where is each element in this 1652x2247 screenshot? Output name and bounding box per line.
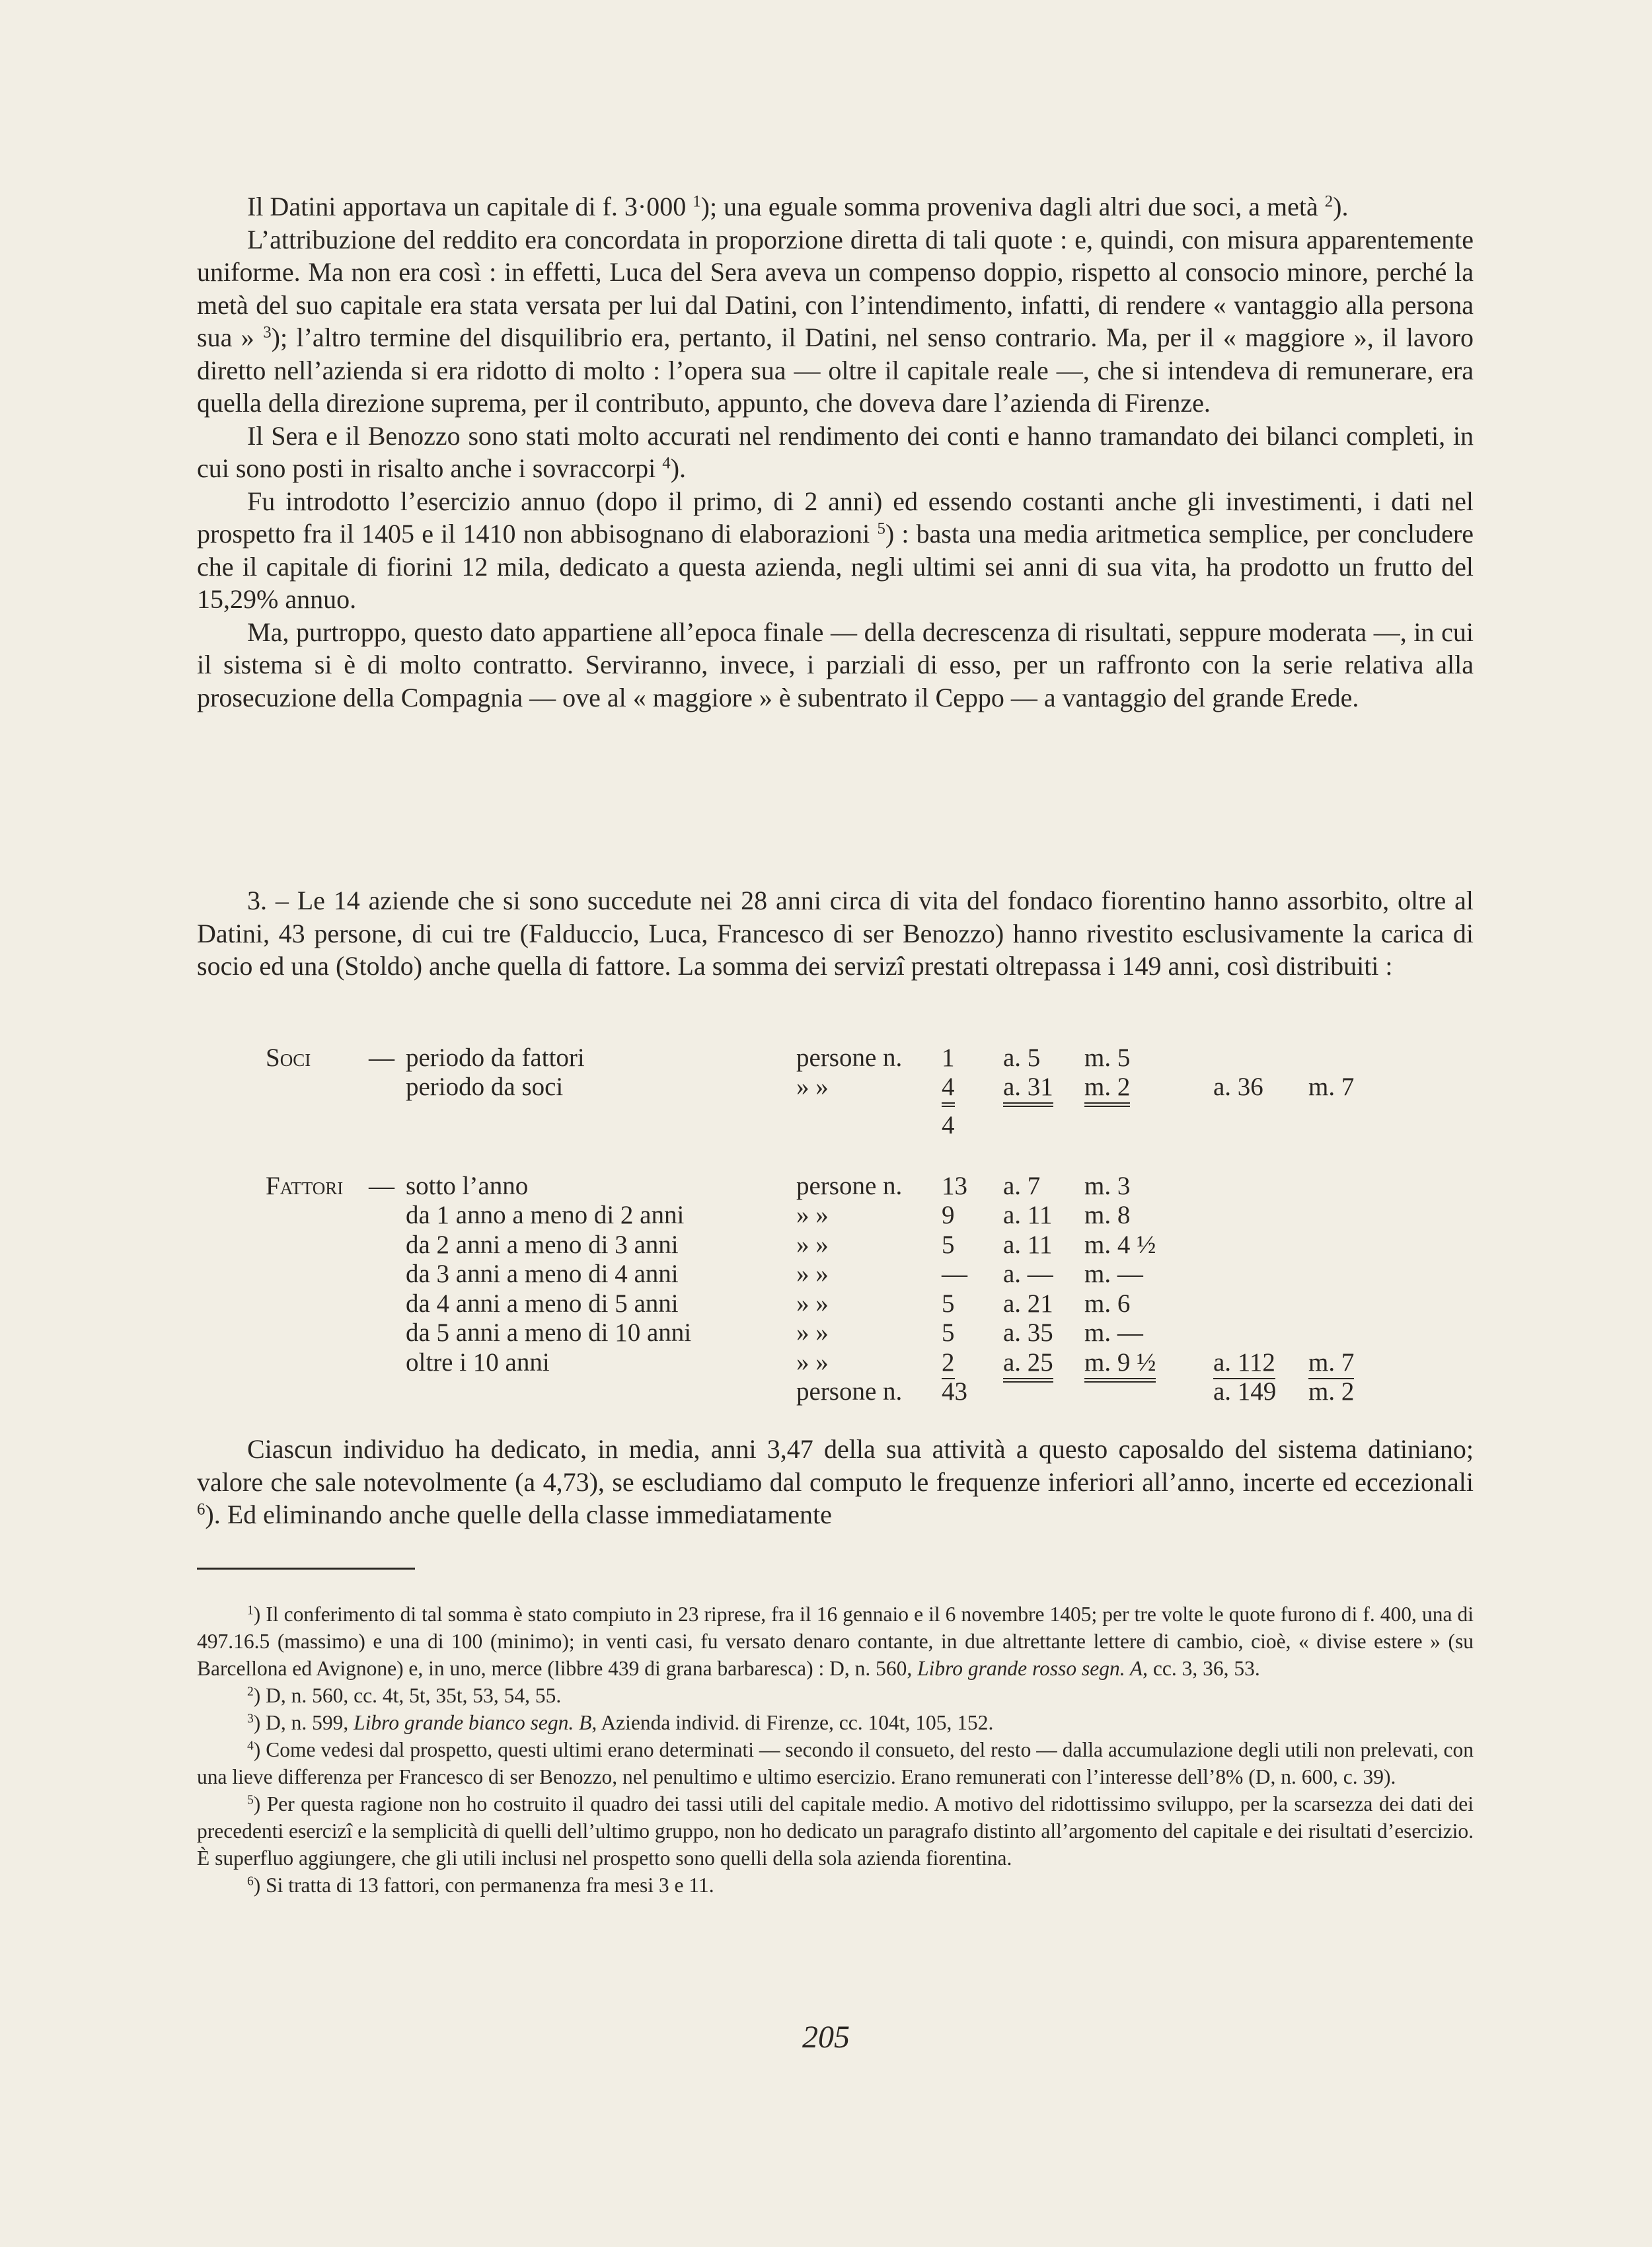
- footnote-ref: 6: [247, 1874, 254, 1889]
- cell-persone: » »: [796, 1231, 829, 1259]
- cell-a: a. 5: [1003, 1044, 1041, 1072]
- text-run: , cc. 3, 36, 53.: [1143, 1657, 1260, 1680]
- cell-desc: da 4 anni a meno di 5 anni: [406, 1289, 679, 1318]
- section-3-paragraph: [197, 884, 1474, 983]
- text-run: ).: [1333, 192, 1349, 221]
- footnote-ref: 1: [247, 1603, 254, 1618]
- cell-group: Soci: [266, 1044, 311, 1072]
- footnote-ref: 5: [877, 519, 885, 538]
- cell-desc: da 2 anni a meno di 3 anni: [406, 1231, 679, 1259]
- table-row: [0, 1200, 1652, 1231]
- cell-a: a. 25: [1003, 1348, 1053, 1383]
- cell-a: a. 35: [1003, 1318, 1053, 1347]
- paragraph: [197, 420, 1474, 485]
- text-run: ).: [670, 453, 687, 483]
- footnote: [197, 1872, 1474, 1899]
- cell-tm: m. 7: [1308, 1348, 1354, 1379]
- cell-m: m. —: [1084, 1318, 1143, 1347]
- cell-a: a. 31: [1003, 1072, 1053, 1107]
- text-run: ); l’altro termine del disquilibrio era, pertanto, il Datini, nel senso contrario. Ma, per il « maggiore », il lavoro diretto nell’azienda si era ridotto di molto : l’opera sua — oltre il capitale reale —, che si intendeva di remunerare, era quella della direzione suprema, per il contributo, appunto, che doveva dare l’azienda di Firenze.: [197, 323, 1474, 418]
- footnote-divider: [197, 1568, 415, 1570]
- table-row: [0, 1289, 1652, 1319]
- footnote-ref: 4: [662, 454, 671, 473]
- table-row: [0, 1259, 1652, 1289]
- table-row: [0, 1377, 1652, 1407]
- cell-m: m. 9 ½: [1084, 1348, 1156, 1383]
- footnote: [197, 1682, 1474, 1709]
- cell-persone: persone n.: [796, 1172, 903, 1200]
- cell-n: 5: [942, 1289, 955, 1318]
- table-row: [0, 1043, 1652, 1073]
- cell-m: m. —: [1084, 1260, 1143, 1288]
- footnote: [197, 1790, 1474, 1872]
- footnote: [197, 1709, 1474, 1736]
- paragraph: [197, 223, 1474, 420]
- text-run: Il Datini apportava un capitale di f. 3·000: [247, 192, 693, 221]
- text-run: ) D, n. 560, cc. 4t, 5t, 35t, 53, 54, 55.: [253, 1684, 562, 1707]
- cell-ta: a. 36: [1213, 1073, 1263, 1101]
- cell-persone: » »: [796, 1073, 829, 1101]
- cell-persone: » »: [796, 1348, 829, 1377]
- cell-dash: —: [369, 1172, 394, 1200]
- cell-m: m. 6: [1084, 1289, 1131, 1318]
- cell-a: a. 7: [1003, 1172, 1041, 1200]
- cell-n: 9: [942, 1201, 955, 1229]
- table-row: [0, 1348, 1652, 1378]
- cell-a: a. —: [1003, 1260, 1053, 1288]
- table-row: [0, 1110, 1652, 1141]
- page-number: 205: [802, 2020, 850, 2055]
- table-row: [0, 1230, 1652, 1260]
- paragraph: [197, 616, 1474, 714]
- cell-group: Fattori: [266, 1172, 344, 1200]
- cell-n: 4: [942, 1111, 955, 1139]
- text-run: ) Per questa ragione non ho costruito il quadro dei tassi utili del capitale medio. A motivo del ridottissimo sviluppo, per la scarsezza dei dati dei precedenti esercizî e la semplicità di quelli dell’ultimo gruppo, non ho dedicato un paragrafo distinto all’argomento del capitale e dei risultati d’esercizio. È superfluo aggiungere, che gli utili inclusi nel prospetto sono quelli della sola azienda fiorentina.: [197, 1792, 1474, 1870]
- cell-persone: » »: [796, 1318, 829, 1347]
- cell-n: 13: [942, 1172, 967, 1200]
- cell-ta: a. 149: [1213, 1377, 1277, 1406]
- cell-tm: m. 7: [1308, 1073, 1355, 1101]
- text-run: ) Il conferimento di tal somma è stato compiuto in 23 riprese, fra il 16 gennaio e il 6 novembre 1405; per tre volte le quote furono di f. 400, una di 497.16.5 (massimo) e una di 100 (minimo); in venti casi, fu versato denaro contante, in due altrettante lettere di cambio, cioè, « divise estere » (su Barcellona ed Avignone) e, in uno, merce (libbre 439 di grana barbaresca) : D, n. 560,: [197, 1603, 1474, 1680]
- footnote-ref: 2: [247, 1685, 254, 1699]
- cell-m: m. 2: [1084, 1072, 1130, 1107]
- cell-dash: —: [369, 1044, 394, 1072]
- paragraph: [197, 1433, 1474, 1531]
- table-row: [0, 1171, 1652, 1201]
- cell-persone: » »: [796, 1289, 829, 1318]
- footnote-ref: 4: [247, 1739, 254, 1753]
- footnote-ref: 6: [197, 1500, 206, 1519]
- text-run: Ma, purtroppo, questo dato appartiene all’epoca finale — della decrescenza di risultati, seppure moderata —, in cui il sistema si è di molto contratto. Serviranno, invece, i parziali di esso, per un raffronto con la serie relativa alla prosecuzione della Compagnia — ove al « maggiore » è subentrato il Ceppo — a vantaggio del grande Erede.: [197, 617, 1474, 712]
- text-run: Fu introdotto l’esercizio annuo (dopo il primo, di 2 anni) ed essendo costanti anche gli investimenti, i dati nel prospetto fra il 1405 e il 1410 non abbisognano di elaborazioni: [197, 486, 1474, 549]
- paragraph: [197, 190, 1474, 223]
- cell-a: a. 11: [1003, 1231, 1053, 1259]
- cell-tm: m. 2: [1308, 1377, 1355, 1406]
- cell-m: m. 4 ½: [1084, 1231, 1156, 1259]
- footnote-ref: 3: [247, 1712, 254, 1726]
- footnote-ref: 5: [247, 1793, 254, 1808]
- cell-n: 43: [942, 1377, 967, 1406]
- text-run: ); una eguale somma proveniva dagli altri due soci, a metà: [700, 192, 1325, 221]
- cell-desc: da 1 anno a meno di 2 anni: [406, 1201, 685, 1229]
- text-run: ). Ed eliminando anche quelle della classe immediatamente: [205, 1500, 832, 1529]
- cell-desc: da 5 anni a meno di 10 anni: [406, 1318, 692, 1347]
- cell-n: 1: [942, 1044, 955, 1072]
- text-run: 3. – Le 14 aziende che si sono succedute nei 28 anni circa di vita del fondaco fiorentino hanno assorbito, oltre al Datini, 43 persone, di cui tre (Falduccio, Luca, Francesco di ser Benozzo) hanno rivestito esclusivamente la carica di socio ed una (Stoldo) anche quella di fattore. La somma dei servizî prestati oltrepassa i 149 anni, così distribuiti :: [197, 886, 1474, 981]
- text-run: ) Come vedesi dal prospetto, questi ultimi erano determinati — secondo il consueto, del resto — dalla accumulazione degli utili non prelevati, con una lieve differenza per Francesco di ser Benozzo, nel penultimo e ultimo esercizio. Erano remunerati con l’interesse dell’8% (D, n. 600, c. 39).: [197, 1738, 1474, 1788]
- cell-a: a. 11: [1003, 1201, 1053, 1229]
- text-run: Ciascun individuo ha dedicato, in media, anni 3,47 della sua attività a questo caposaldo del sistema datiniano; valore che sale notevolmente (a 4,73), se escludiamo dal computo le frequenze inferiori all’anno, incerte ed eccezionali: [197, 1434, 1474, 1497]
- cell-m: m. 5: [1084, 1044, 1131, 1072]
- text-run: ) : basta una media aritmetica semplice, per concludere che il capitale di fiorini 12 mila, dedicato a questa azienda, negli ultimi sei anni di sua vita, ha prodotto un frutto del 15,29% annuo.: [197, 519, 1474, 614]
- cell-desc: periodo da soci: [406, 1073, 564, 1101]
- text-run: ) Si tratta di 13 fattori, con permanenza fra mesi 3 e 11.: [253, 1874, 714, 1897]
- text-run: L’attribuzione del reddito era concordata in proporzione diretta di tali quote : e, quindi, con misura apparentemente uniforme. Ma non era così : in effetti, Luca del Sera aveva un compenso doppio, rispetto al consocio minore, perché la metà del suo capitale era stata versata per lui dal Datini, con l’intendimento, infatti, di rendere « vantaggio alla persona sua »: [197, 224, 1474, 352]
- cell-desc: oltre i 10 anni: [406, 1348, 550, 1377]
- footnote: [197, 1736, 1474, 1790]
- cell-desc: periodo da fattori: [406, 1044, 585, 1072]
- footnotes: [197, 1601, 1474, 1899]
- footnote-ref: 2: [1324, 192, 1333, 211]
- italic-title: Libro grande bianco segn. B: [354, 1711, 592, 1734]
- cell-desc: sotto l’anno: [406, 1172, 529, 1200]
- cell-n: 4: [942, 1072, 955, 1107]
- footnote-ref: 3: [263, 323, 272, 342]
- cell-persone: » »: [796, 1260, 829, 1288]
- cell-m: m. 8: [1084, 1201, 1131, 1229]
- body-text: [197, 190, 1474, 714]
- cell-n: 2: [942, 1348, 955, 1379]
- paragraph: [197, 485, 1474, 616]
- text-run: Il Sera e il Benozzo sono stati molto accurati nel rendimento dei conti e hanno tramandato dei bilanci completi, in cui sono posti in risalto anche i sovraccorpi: [197, 420, 1474, 483]
- cell-n: —: [942, 1260, 967, 1288]
- italic-title: Libro grande rosso segn. A: [917, 1657, 1143, 1680]
- footnote: [197, 1601, 1474, 1682]
- after-table-paragraph: [197, 1433, 1474, 1531]
- paragraph: [197, 884, 1474, 983]
- cell-persone: » »: [796, 1201, 829, 1229]
- text-run: ) D, n. 599,: [253, 1711, 354, 1734]
- cell-n: 5: [942, 1318, 955, 1347]
- cell-n: 5: [942, 1231, 955, 1259]
- cell-a: a. 21: [1003, 1289, 1053, 1318]
- table-row: [0, 1318, 1652, 1348]
- cell-persone: persone n.: [796, 1044, 903, 1072]
- cell-desc: da 3 anni a meno di 4 anni: [406, 1260, 679, 1288]
- footnote-ref: 1: [693, 192, 701, 211]
- cell-ta: a. 112: [1213, 1348, 1275, 1379]
- cell-m: m. 3: [1084, 1172, 1131, 1200]
- cell-persone: persone n.: [796, 1377, 903, 1406]
- text-run: , Azienda individ. di Firenze, cc. 104t, 105, 152.: [591, 1711, 994, 1734]
- table-row: [0, 1072, 1652, 1102]
